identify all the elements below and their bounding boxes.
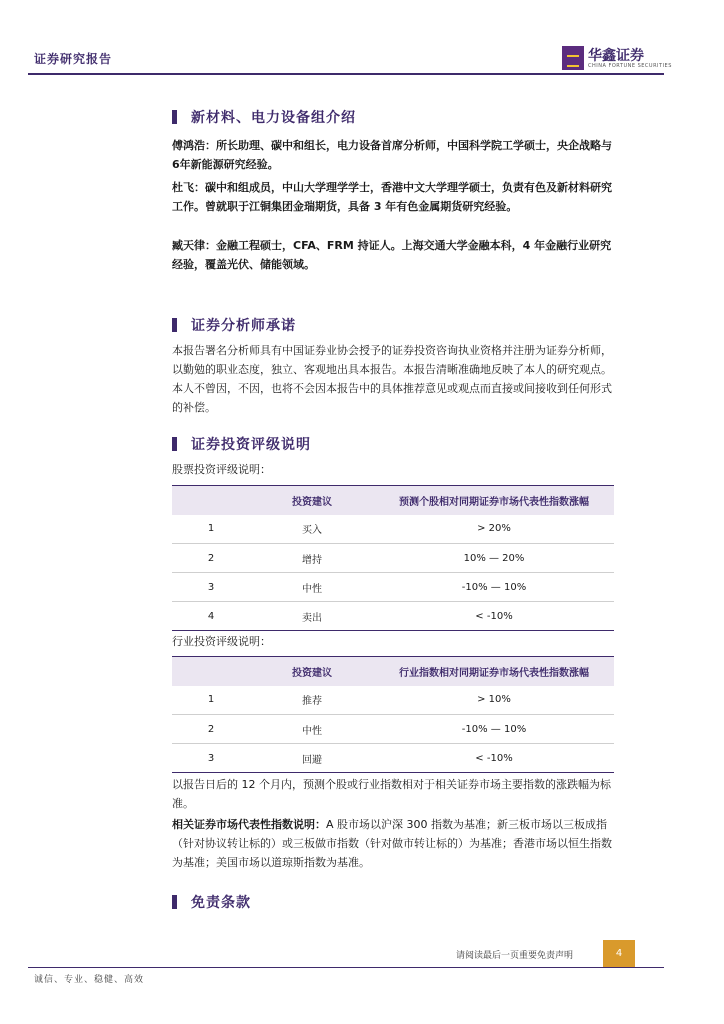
section-marker: [172, 895, 177, 909]
disclaimer-section-heading: [172, 892, 251, 912]
section-marker: [172, 318, 177, 332]
table-cell: -10% — 10%: [374, 573, 614, 602]
table-cell: 回避: [250, 744, 374, 773]
table-row: [172, 715, 614, 744]
table-row: [172, 515, 614, 544]
table-cell: 3: [172, 573, 250, 602]
logo-icon: [562, 46, 584, 70]
stock-rating-label: 股票投资评级说明：: [172, 463, 271, 476]
section-marker: [172, 437, 177, 451]
logo-name: 华鑫证券: [588, 48, 644, 64]
table-row: [172, 744, 614, 773]
company-motto: 诚信、专业、稳健、高效: [34, 975, 145, 985]
disclaimer-section-title: 免责条款: [191, 895, 251, 911]
table-cell: 推荐: [250, 686, 374, 715]
table-header-cell: 投资建议: [250, 486, 374, 515]
table-cell: 3: [172, 744, 250, 773]
table-row: [172, 544, 614, 573]
team-section-title: 新材料、电力设备组介绍: [191, 110, 356, 126]
team-section-heading: [172, 107, 356, 127]
index-note-label: 相关证券市场代表性指数说明：: [172, 818, 326, 831]
table-header-row: [172, 657, 614, 686]
table-cell: 2: [172, 544, 250, 573]
table-cell: 中性: [250, 573, 374, 602]
table-cell: < -10%: [374, 744, 614, 773]
rating-section-title: 证券投资评级说明: [191, 437, 311, 453]
member-bio: ：所长助理、碳中和组长，电力设备首席分析师，中国科学院工学硕士，央企战略与6年新能源研究经验。: [172, 139, 612, 171]
table-cell: 2: [172, 715, 250, 744]
commitment-text: 本报告署名分析师具有中国证券业协会授予的证券投资咨询执业资格并注册为证券分析师，以勤勉的职业态度，独立、客观地出具本报告。本报告清晰准确地反映了本人的研究观点。本人不曾因，不因，也将不会因本报告中的具体推荐意见或观点而直接或间接收到任何形式的补偿。: [172, 344, 612, 414]
member-bio: ：碳中和组成员，中山大学理学学士，香港中文大学理学硕士，负责有色及新材料研究工作。曾就职于江铜集团金瑞期货，具备 3 年有色金属期货研究经验。: [172, 181, 612, 213]
report-type-title: 证券研究报告: [34, 52, 113, 66]
table-row: [172, 602, 614, 631]
member-name: 臧天律: [172, 239, 205, 252]
rating-section-heading: [172, 434, 311, 454]
table-cell: 1: [172, 686, 250, 715]
team-member-2: [172, 178, 614, 216]
table-cell: 增持: [250, 544, 374, 573]
industry-rating-label: 行业投资评级说明：: [172, 635, 271, 648]
team-member-1: [172, 136, 614, 174]
table-row: [172, 686, 614, 715]
section-marker: [172, 110, 177, 124]
table-cell: < -10%: [374, 602, 614, 631]
table-cell: > 10%: [374, 686, 614, 715]
table-cell: 10% — 20%: [374, 544, 614, 573]
disclaimer-reminder: 请阅读最后一页重要免责声明: [456, 951, 574, 961]
member-bio: ：金融工程硕士，CFA、FRM 持证人。上海交通大学金融本科，4 年金融行业研究经验，覆盖光伏、储能领域。: [172, 239, 612, 271]
index-note-text: A 股市场以沪深 300 指数为基准；新三板市场以三板成指（针对协议转让标的）或三板做市指数（针对做市转让标的）为基准；香港市场以恒生指数为基准；美国市场以道琼斯指数为基准。: [172, 818, 612, 869]
member-name: 杜飞: [172, 181, 194, 194]
header-divider: [28, 73, 664, 75]
logo-name-en: CHINA FORTUNE SECURITIES: [588, 63, 672, 69]
table-cell: 中性: [250, 715, 374, 744]
member-name: 傅鸿浩: [172, 139, 205, 152]
commitment-section-heading: [172, 315, 296, 335]
team-member-3: [172, 236, 614, 274]
table-header-cell: [172, 657, 250, 686]
index-note: [172, 815, 614, 872]
table-header-cell: 行业指数相对同期证券市场代表性指数涨幅: [374, 657, 614, 686]
table-cell: 4: [172, 602, 250, 631]
table-cell: -10% — 10%: [374, 715, 614, 744]
industry-rating-table: [172, 656, 614, 773]
table-cell: 1: [172, 515, 250, 544]
page-number: 4: [603, 940, 635, 968]
table-row: [172, 573, 614, 602]
rating-note: 以报告日后的 12 个月内，预测个股或行业指数相对于相关证券市场主要指数的涨跌幅为标准。: [172, 778, 611, 810]
table-cell: > 20%: [374, 515, 614, 544]
footer-divider: [28, 967, 664, 968]
commitment-section-title: 证券分析师承诺: [191, 318, 296, 334]
stock-rating-table: [172, 485, 614, 631]
table-header-cell: 投资建议: [250, 657, 374, 686]
table-cell: 买入: [250, 515, 374, 544]
table-header-row: [172, 486, 614, 515]
table-header-cell: 预测个股相对同期证券市场代表性指数涨幅: [374, 486, 614, 515]
company-logo: [562, 44, 672, 74]
table-cell: 卖出: [250, 602, 374, 631]
table-header-cell: [172, 486, 250, 515]
